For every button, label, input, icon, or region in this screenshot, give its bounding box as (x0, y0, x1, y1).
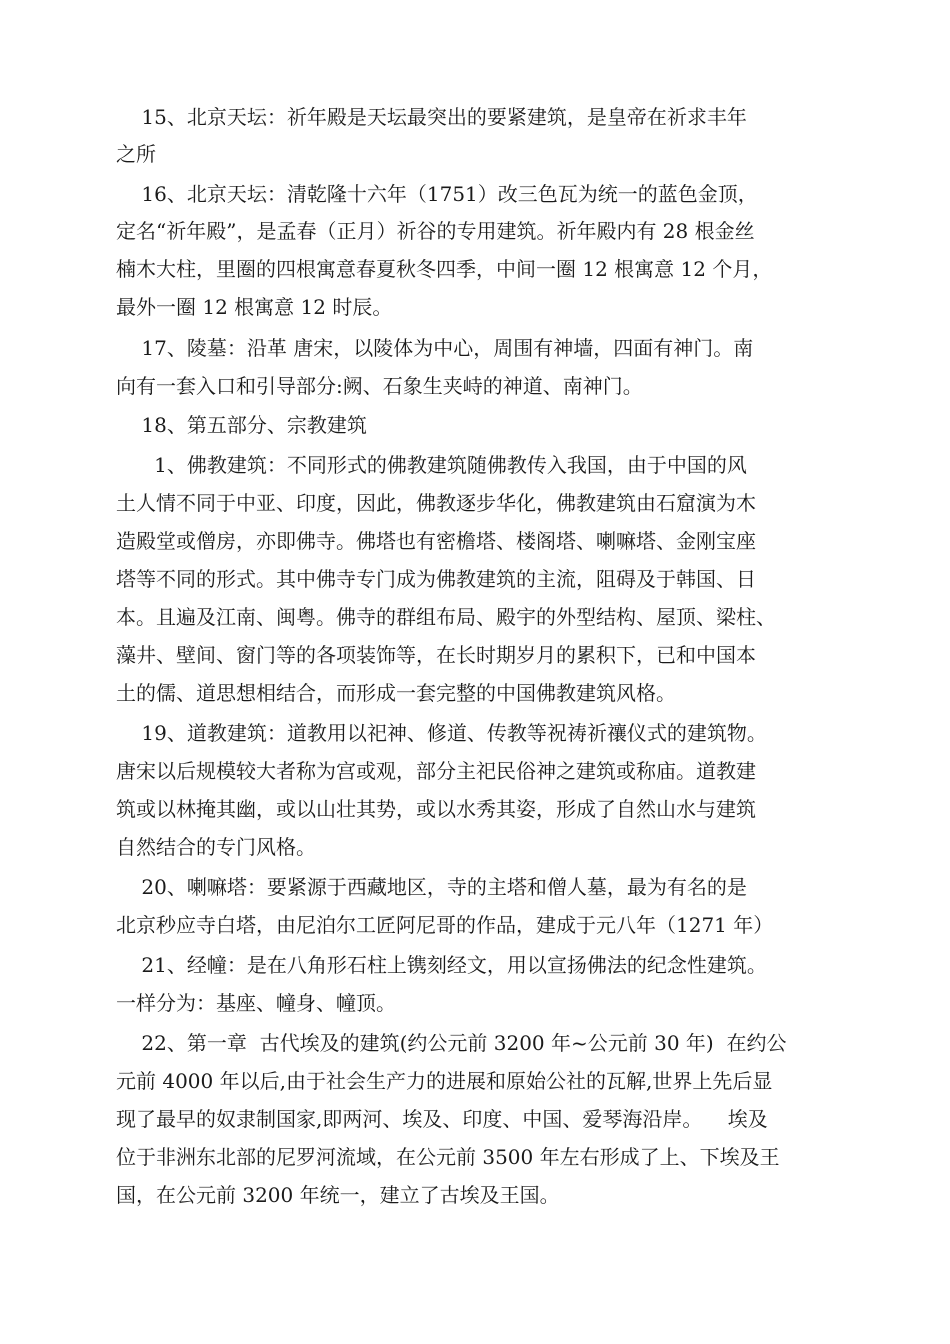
text-line: 现了最早的奴隶制国家,即两河、埃及、印度、中国、爱琴海沿岸。 埃及 (116, 1107, 768, 1131)
text-line: 18、第五部分、宗教建筑 (116, 413, 367, 437)
text-line: 16、北京天坛：清乾隆十六年（1751）改三色瓦为统一的蓝色金顶， (116, 182, 758, 206)
text-line: 楠木大柱，里圈的四根寓意春夏秋冬四季，中间一圈 12 根寓意 12 个月， (116, 257, 773, 281)
text-line: 一样分为：基座、幢身、幢顶。 (116, 991, 396, 1015)
text-line: 国，在公元前 3200 年统一，建立了古埃及王国。 (116, 1183, 560, 1207)
text-line: 土人情不同于中亚、印度，因此，佛教逐步华化，佛教建筑由石窟演为木 (116, 491, 756, 515)
text-line: 17、陵墓：沿革 唐宋，以陵体为中心，周围有神墙，四面有神门。南 (116, 336, 754, 360)
text-line: 藻井、壁间、窗门等的各项装饰等，在长时期岁月的累积下，已和中国本 (116, 643, 756, 667)
text-line: 土的儒、道思想相结合，而形成一套完整的中国佛教建筑风格。 (116, 681, 676, 705)
text-line: 1、佛教建筑：不同形式的佛教建筑随佛教传入我国，由于中国的风 (116, 453, 747, 477)
text-line: 本。且遍及江南、闽粤。佛寺的群组布局、殿宇的外型结构、屋顶、梁柱、 (116, 605, 776, 629)
text-line: 北京秒应寺白塔，由尼泊尔工匠阿尼哥的作品，建成于元八年（1271 年） (116, 913, 774, 937)
text-line: 22、第一章 古代埃及的建筑(约公元前 3200 年~公元前 30 年) 在约公 (116, 1031, 787, 1055)
text-line: 19、道教建筑：道教用以祀神、修道、传教等祝祷祈禳仪式的建筑物。 (116, 721, 767, 745)
text-line: 造殿堂或僧房，亦即佛寺。佛塔也有密檐塔、楼阁塔、喇嘛塔、金刚宝座 (116, 529, 756, 553)
text-line: 之所 (116, 142, 156, 166)
text-line: 位于非洲东北部的尼罗河流域，在公元前 3500 年左右形成了上、下埃及王 (116, 1145, 780, 1169)
text-line: 唐宋以后规模较大者称为宫或观，部分主祀民俗神之建筑或称庙。道教建 (116, 759, 756, 783)
text-line: 向有一套入口和引导部分:阙、石象生夹峙的神道、南神门。 (116, 374, 643, 398)
text-line: 定名“祈年殿”，是孟春（正月）祈谷的专用建筑。祈年殿内有 28 根金丝 (116, 219, 755, 243)
text-line: 筑或以林掩其幽，或以山壮其势，或以水秀其姿，形成了自然山水与建筑 (116, 797, 756, 821)
text-line: 15、北京天坛：祈年殿是天坛最突出的要紧建筑，是皇帝在祈求丰年 (116, 105, 747, 129)
text-line: 21、经幢：是在八角形石柱上镌刻经文，用以宣扬佛法的纪念性建筑。 (116, 953, 767, 977)
text-line: 最外一圈 12 根寓意 12 时辰。 (116, 295, 393, 319)
text-line: 20、喇嘛塔：要紧源于西藏地区，寺的主塔和僧人墓，最为有名的是 (116, 875, 747, 899)
text-line: 塔等不同的形式。其中佛寺专门成为佛教建筑的主流，阻碍及于韩国、日 (116, 567, 756, 591)
text-line: 元前 4000 年以后,由于社会生产力的进展和原始公社的瓦解,世界上先后显 (116, 1069, 773, 1093)
text-line: 自然结合的专门风格。 (116, 835, 316, 859)
